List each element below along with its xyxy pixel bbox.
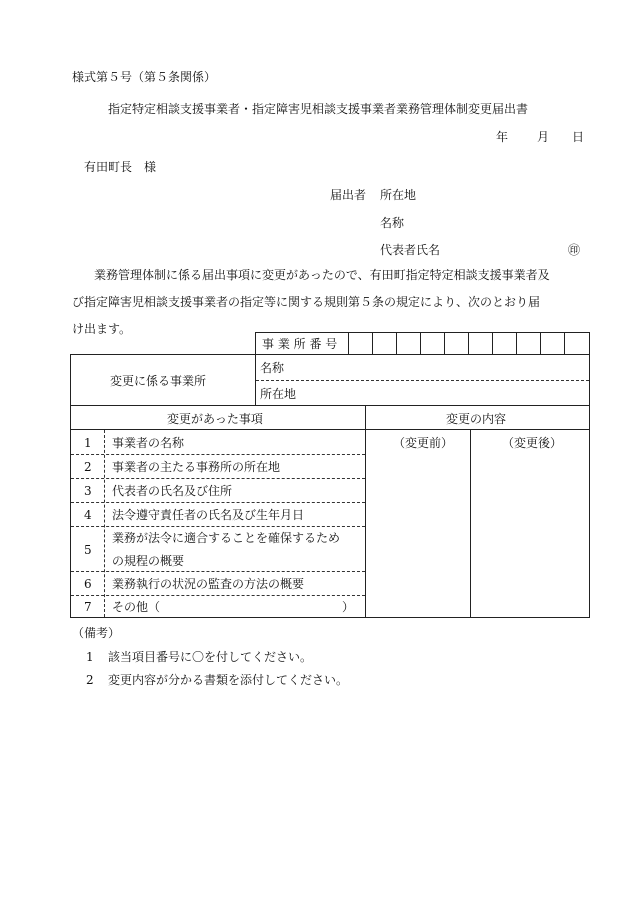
item-number: 4: [84, 508, 92, 522]
office-table: [70, 332, 590, 406]
office-address-label: 所在地: [260, 387, 297, 401]
item-number: 1: [84, 436, 92, 450]
seal-mark: ㊞: [568, 243, 581, 257]
submitter-name-label: 名称: [380, 216, 405, 230]
item-text-continued: の規程の概要: [112, 554, 185, 568]
item-text: 業務が法令に適合することを確保するため: [112, 531, 341, 545]
item-text: 法令遵守責任者の氏名及び生年月日: [112, 508, 305, 522]
note-number: 1: [86, 650, 94, 664]
item-number: 7: [84, 600, 92, 614]
item-number: 6: [84, 577, 92, 591]
item-text: 事業者の名称: [112, 436, 185, 450]
body-line-1: 業務管理体制に係る届出事項に変更があったので、有田町指定特定相談支援事業者及: [94, 268, 550, 282]
item-number: 5: [84, 543, 92, 557]
office-name-label: 名称: [260, 361, 285, 375]
body-line-2: び指定障害児相談支援事業者の指定等に関する規則第５条の規定により、次のとおり届: [72, 295, 541, 309]
header-change-content: 変更の内容: [446, 412, 507, 426]
item-text: 事業者の主たる事務所の所在地: [112, 460, 281, 474]
date-year: 年: [496, 130, 509, 144]
office-number-label: 事 業 所 番 号: [262, 337, 338, 351]
submitter-address-label: 所在地: [380, 188, 417, 202]
item-number: 3: [84, 484, 92, 498]
date-day: 日: [572, 130, 585, 144]
submitter-label: 届出者: [330, 188, 367, 202]
item-number: 2: [84, 460, 92, 474]
notes-heading: （備考）: [72, 626, 121, 640]
changes-table: [70, 406, 590, 618]
office-label: 変更に係る事業所: [110, 374, 207, 388]
after-label: （変更後）: [502, 436, 563, 450]
document-title: 指定特定相談支援事業者・指定障害児相談支援事業者業務管理体制変更届出書: [108, 102, 529, 116]
note-text: 該当項目番号に〇を付してください。: [108, 650, 313, 664]
before-label: （変更前）: [393, 436, 454, 450]
item-text: 代表者の氏名及び住所: [112, 484, 233, 498]
note-number: 2: [86, 673, 94, 687]
body-paragraph: [72, 262, 592, 343]
item-text: 業務執行の状況の監査の方法の概要: [112, 577, 305, 591]
addressee: 有田町長 様: [84, 160, 157, 174]
note-text: 変更内容が分かる書類を添付してください。: [108, 673, 349, 687]
date-month: 月: [537, 130, 550, 144]
item-text: その他（: [112, 600, 161, 614]
representative-label: 代表者氏名: [380, 243, 441, 257]
header-changed-items: 変更があった事項: [167, 412, 263, 426]
form-number: 様式第５号（第５条関係）: [72, 70, 217, 84]
body-line-3: け出ます。: [72, 322, 132, 336]
item-close-paren: ）: [342, 600, 355, 614]
